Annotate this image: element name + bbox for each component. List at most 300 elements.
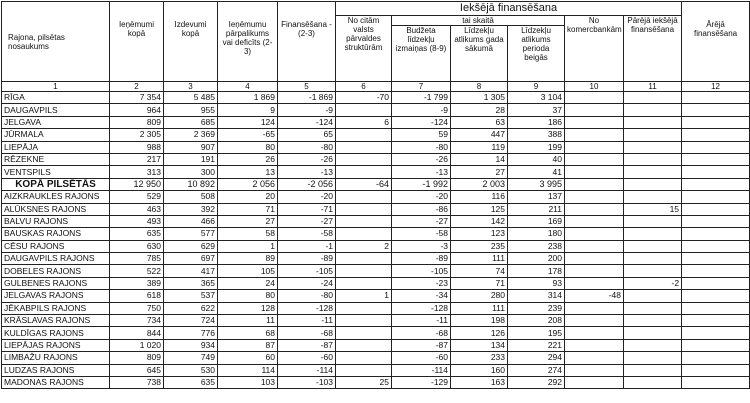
table-cell: 809 <box>110 116 164 128</box>
table-cell: 3 995 <box>508 178 565 190</box>
table-cell: -128 <box>278 302 336 314</box>
table-cell: -105 <box>278 265 336 277</box>
table-cell: -124 <box>278 116 336 128</box>
table-row <box>2 265 750 277</box>
table-cell: 198 <box>451 315 508 327</box>
table-cell <box>336 129 392 141</box>
table-cell: 907 <box>164 141 218 153</box>
table-cell <box>682 116 750 128</box>
table-cell: -26 <box>392 153 451 165</box>
table-cell <box>624 315 682 327</box>
table-cell: 65 <box>278 129 336 141</box>
table-cell: 13 <box>218 166 278 178</box>
table-cell: 123 <box>451 228 508 240</box>
table-cell <box>565 116 624 128</box>
column-number: 7 <box>392 82 451 92</box>
table-cell <box>336 203 392 215</box>
table-row <box>2 277 750 289</box>
table-cell: 134 <box>451 339 508 351</box>
table-cell: 71 <box>218 203 278 215</box>
table-cell: -60 <box>392 352 451 364</box>
table-cell: -64 <box>336 178 392 190</box>
table-cell: 389 <box>110 277 164 289</box>
table-cell: -20 <box>392 191 451 203</box>
table-cell <box>336 104 392 116</box>
table-cell: 68 <box>218 327 278 339</box>
table-cell: -70 <box>336 92 392 104</box>
table-cell: 142 <box>451 215 508 227</box>
table-cell: -27 <box>278 215 336 227</box>
table-cell: 292 <box>508 376 565 388</box>
table-row <box>2 141 750 153</box>
row-name: DOBELES RAJONS <box>2 265 110 277</box>
table-cell: 60 <box>218 352 278 364</box>
table-cell: 74 <box>451 265 508 277</box>
header-other-internal: Pārējā iekšējā finansēšana <box>624 16 682 82</box>
table-row <box>2 215 750 227</box>
row-name: JELGAVA <box>2 116 110 128</box>
table-cell: 2 003 <box>451 178 508 190</box>
table-cell <box>682 265 750 277</box>
table-cell: 80 <box>218 290 278 302</box>
header-revenue: Ieņēmumi kopā <box>110 2 164 82</box>
table-cell: 59 <box>392 129 451 141</box>
table-cell: -11 <box>392 315 451 327</box>
table-cell <box>682 290 750 302</box>
column-number: 1 <box>2 82 110 92</box>
table-cell: 300 <box>164 166 218 178</box>
table-cell: -87 <box>278 339 336 351</box>
table-cell: 37 <box>508 104 565 116</box>
table-cell <box>682 277 750 289</box>
table-cell <box>565 302 624 314</box>
table-cell: 622 <box>164 302 218 314</box>
table-cell <box>624 364 682 376</box>
header-budget-change: Budžeta līdzekļu izmaiņas (8-9) <box>392 26 451 82</box>
table-cell: 27 <box>218 215 278 227</box>
table-cell: 365 <box>164 277 218 289</box>
table-cell <box>565 104 624 116</box>
table-cell <box>565 240 624 252</box>
table-cell: -26 <box>278 153 336 165</box>
row-name: VENTSPILS <box>2 166 110 178</box>
table-cell: 522 <box>110 265 164 277</box>
table-cell: 105 <box>218 265 278 277</box>
header-surplus: Ieņēmumu pārpalikums vai deficīts (2-3) <box>218 2 278 82</box>
table-cell: 41 <box>508 166 565 178</box>
row-name: KRĀSLAVAS RAJONS <box>2 315 110 327</box>
table-cell <box>565 92 624 104</box>
row-name: JŪRMALA <box>2 129 110 141</box>
table-row <box>2 290 750 302</box>
table-cell: 119 <box>451 141 508 153</box>
table-cell: 3 104 <box>508 92 565 104</box>
table-cell: 1 305 <box>451 92 508 104</box>
table-cell: 844 <box>110 327 164 339</box>
table-cell: 388 <box>508 129 565 141</box>
table-cell: 776 <box>164 327 218 339</box>
table-cell <box>682 166 750 178</box>
table-cell <box>565 129 624 141</box>
table-cell: -65 <box>218 129 278 141</box>
table-cell: 235 <box>451 240 508 252</box>
table-cell: -89 <box>278 253 336 265</box>
budget-table <box>1 1 750 389</box>
table-cell <box>336 141 392 153</box>
table-cell: -80 <box>392 141 451 153</box>
table-cell <box>565 327 624 339</box>
table-cell <box>336 302 392 314</box>
column-number: 12 <box>682 82 750 92</box>
table-cell <box>565 141 624 153</box>
table-cell: 199 <box>508 141 565 153</box>
table-cell <box>682 302 750 314</box>
table-cell: -1 992 <box>392 178 451 190</box>
table-cell <box>624 352 682 364</box>
table-body <box>2 92 750 389</box>
table-row <box>2 327 750 339</box>
table-cell: 630 <box>110 240 164 252</box>
table-cell: 80 <box>218 141 278 153</box>
table-cell <box>624 153 682 165</box>
table-cell: -1 869 <box>278 92 336 104</box>
table-cell: -68 <box>278 327 336 339</box>
table-cell: 116 <box>451 191 508 203</box>
table-row <box>2 203 750 215</box>
table-cell: -3 <box>392 240 451 252</box>
row-name: JĒKABPILS RAJONS <box>2 302 110 314</box>
table-row <box>2 153 750 165</box>
table-cell: 14 <box>451 153 508 165</box>
table-cell: -58 <box>278 228 336 240</box>
table-cell: 63 <box>451 116 508 128</box>
header-other-structures: No citām valsts pārvaldes struktūrām <box>336 16 392 82</box>
table-cell <box>682 376 750 388</box>
table-cell: -48 <box>565 290 624 302</box>
table-cell: 274 <box>508 364 565 376</box>
table-cell: -1 <box>278 240 336 252</box>
table-cell <box>624 141 682 153</box>
row-name: JELGAVAS RAJONS <box>2 290 110 302</box>
row-name: GULBENES RAJONS <box>2 277 110 289</box>
table-cell: 629 <box>164 240 218 252</box>
table-cell: -80 <box>278 290 336 302</box>
table-cell: 697 <box>164 253 218 265</box>
table-cell <box>682 191 750 203</box>
table-cell <box>565 339 624 351</box>
table-cell: 71 <box>451 277 508 289</box>
row-name: DAUGAVPILS RAJONS <box>2 253 110 265</box>
table-cell: 530 <box>164 364 218 376</box>
table-cell: 7 354 <box>110 92 164 104</box>
table-cell: 1 020 <box>110 339 164 351</box>
row-name: LIEPĀJAS RAJONS <box>2 339 110 351</box>
table-row <box>2 116 750 128</box>
table-cell <box>682 92 750 104</box>
table-cell: -103 <box>278 376 336 388</box>
header-balance-start: Līdzekļu atlikums gada sākumā <box>451 26 508 82</box>
table-cell: 25 <box>336 376 392 388</box>
table-cell <box>565 178 624 190</box>
table-cell: 417 <box>164 265 218 277</box>
table-cell <box>565 191 624 203</box>
header-commercial-banks: No komercbankām <box>565 16 624 82</box>
table-cell <box>565 265 624 277</box>
table-cell: 221 <box>508 339 565 351</box>
table-cell: 20 <box>218 191 278 203</box>
table-cell <box>565 166 624 178</box>
table-cell: -114 <box>278 364 336 376</box>
table-row <box>2 240 750 252</box>
column-number: 2 <box>110 82 164 92</box>
table-cell <box>336 191 392 203</box>
table-cell <box>682 253 750 265</box>
row-name: LIMBAŽU RAJONS <box>2 352 110 364</box>
table-cell: -9 <box>278 104 336 116</box>
table-cell: 111 <box>451 253 508 265</box>
table-cell <box>624 253 682 265</box>
table-cell <box>682 228 750 240</box>
table-cell: 724 <box>164 315 218 327</box>
table-cell <box>624 92 682 104</box>
table-cell <box>565 153 624 165</box>
table-cell: -105 <box>392 265 451 277</box>
table-cell <box>565 277 624 289</box>
header-external: Ārējā finansēšana <box>682 2 750 82</box>
table-cell <box>682 352 750 364</box>
table-cell: 749 <box>164 352 218 364</box>
table-cell: -20 <box>278 191 336 203</box>
table-cell <box>336 352 392 364</box>
table-cell: 239 <box>508 302 565 314</box>
table-cell: -27 <box>392 215 451 227</box>
table-row <box>2 166 750 178</box>
table-row <box>2 339 750 351</box>
row-name: DAUGAVPILS <box>2 104 110 116</box>
table-cell <box>624 265 682 277</box>
table-cell <box>565 253 624 265</box>
table-cell: 6 <box>336 116 392 128</box>
table-cell: 635 <box>110 228 164 240</box>
table-cell <box>682 129 750 141</box>
table-cell: 635 <box>164 376 218 388</box>
table-cell <box>624 240 682 252</box>
table-cell: 114 <box>218 364 278 376</box>
table-cell: -2 <box>624 277 682 289</box>
table-cell: 750 <box>110 302 164 314</box>
table-cell <box>682 339 750 351</box>
table-cell <box>336 339 392 351</box>
row-name: CĒSU RAJONS <box>2 240 110 252</box>
table-row <box>2 302 750 314</box>
table-cell <box>624 191 682 203</box>
table-cell: 200 <box>508 253 565 265</box>
table-cell <box>565 364 624 376</box>
table-cell <box>624 376 682 388</box>
table-cell <box>682 327 750 339</box>
table-cell: 186 <box>508 116 565 128</box>
table-cell <box>624 116 682 128</box>
table-cell <box>682 364 750 376</box>
table-cell <box>624 228 682 240</box>
table-cell: -129 <box>392 376 451 388</box>
column-number: 3 <box>164 82 218 92</box>
table-cell: -2 056 <box>278 178 336 190</box>
table-cell: 645 <box>110 364 164 376</box>
table-cell <box>682 240 750 252</box>
table-cell: 392 <box>164 203 218 215</box>
table-cell: 211 <box>508 203 565 215</box>
table-cell: 2 056 <box>218 178 278 190</box>
table-cell: 738 <box>110 376 164 388</box>
row-name: RĒZEKNE <box>2 153 110 165</box>
table-cell <box>336 327 392 339</box>
table-cell <box>624 290 682 302</box>
table-cell: 124 <box>218 116 278 128</box>
table-cell: -9 <box>392 104 451 116</box>
table-cell <box>336 166 392 178</box>
table-cell: 785 <box>110 253 164 265</box>
table-cell: 40 <box>508 153 565 165</box>
table-cell: 809 <box>110 352 164 364</box>
table-row <box>2 376 750 388</box>
table-cell: 618 <box>110 290 164 302</box>
table-cell <box>682 178 750 190</box>
table-cell: -87 <box>392 339 451 351</box>
table-cell: -24 <box>278 277 336 289</box>
table-header <box>2 2 750 92</box>
table-cell <box>682 215 750 227</box>
table-cell: 103 <box>218 376 278 388</box>
group-title: Iekšējā finansēšana <box>336 2 682 16</box>
table-cell: 89 <box>218 253 278 265</box>
table-cell: 195 <box>508 327 565 339</box>
table-cell <box>682 104 750 116</box>
table-cell: -58 <box>392 228 451 240</box>
table-cell <box>565 228 624 240</box>
table-cell: 24 <box>218 277 278 289</box>
table-row <box>2 104 750 116</box>
table-cell: 294 <box>508 352 565 364</box>
table-cell <box>682 315 750 327</box>
table-cell: 577 <box>164 228 218 240</box>
table-cell <box>624 215 682 227</box>
table-cell: 58 <box>218 228 278 240</box>
table-cell: 87 <box>218 339 278 351</box>
table-cell: 493 <box>110 215 164 227</box>
table-cell: -68 <box>392 327 451 339</box>
table-row <box>2 352 750 364</box>
table-cell: 313 <box>110 166 164 178</box>
row-name: KULDĪGAS RAJONS <box>2 327 110 339</box>
table-cell <box>624 327 682 339</box>
table-cell: 466 <box>164 215 218 227</box>
table-cell: 2 305 <box>110 129 164 141</box>
header-balance-end: Līdzekļu atlikums perioda beigās <box>508 26 565 82</box>
table-cell: -60 <box>278 352 336 364</box>
table-row <box>2 228 750 240</box>
table-cell <box>682 153 750 165</box>
table-cell: -13 <box>392 166 451 178</box>
table-cell: -114 <box>392 364 451 376</box>
table-cell: 160 <box>451 364 508 376</box>
table-cell: 26 <box>218 153 278 165</box>
column-number: 5 <box>278 82 336 92</box>
table-cell <box>565 203 624 215</box>
table-cell: 11 <box>218 315 278 327</box>
table-cell: 137 <box>508 191 565 203</box>
table-cell: 314 <box>508 290 565 302</box>
table-row <box>2 129 750 141</box>
table-cell: -23 <box>392 277 451 289</box>
table-cell: 233 <box>451 352 508 364</box>
table-cell: 180 <box>508 228 565 240</box>
table-cell: 9 <box>218 104 278 116</box>
table-cell: 163 <box>451 376 508 388</box>
row-name: ALŪKSNES RAJONS <box>2 203 110 215</box>
table-cell: 2 369 <box>164 129 218 141</box>
table-cell: 128 <box>218 302 278 314</box>
table-cell: 1 869 <box>218 92 278 104</box>
table-cell: 238 <box>508 240 565 252</box>
table-cell <box>624 104 682 116</box>
table-cell: 10 892 <box>164 178 218 190</box>
table-cell: 280 <box>451 290 508 302</box>
table-cell: -13 <box>278 166 336 178</box>
table-row <box>2 364 750 376</box>
table-cell: 988 <box>110 141 164 153</box>
table-cell <box>624 178 682 190</box>
table-cell <box>336 153 392 165</box>
table-cell: 191 <box>164 153 218 165</box>
table-cell: -11 <box>278 315 336 327</box>
table-cell <box>565 376 624 388</box>
table-cell <box>336 265 392 277</box>
column-number: 9 <box>508 82 565 92</box>
subgroup-title: tai skaitā <box>392 16 565 26</box>
column-number: 6 <box>336 82 392 92</box>
table-cell <box>565 352 624 364</box>
table-cell <box>336 364 392 376</box>
table-cell: 28 <box>451 104 508 116</box>
table-cell: 217 <box>110 153 164 165</box>
table-cell: 964 <box>110 104 164 116</box>
table-cell: -128 <box>392 302 451 314</box>
table-cell: -86 <box>392 203 451 215</box>
table-cell: 734 <box>110 315 164 327</box>
table-cell <box>336 277 392 289</box>
table-cell <box>336 315 392 327</box>
row-name: LIEPĀJA <box>2 141 110 153</box>
table-cell: 955 <box>164 104 218 116</box>
table-cell <box>624 339 682 351</box>
row-name: LUDZAS RAJONS <box>2 364 110 376</box>
table-cell: 27 <box>451 166 508 178</box>
table-cell <box>624 129 682 141</box>
table-cell: 685 <box>164 116 218 128</box>
table-cell <box>336 228 392 240</box>
table-cell: 537 <box>164 290 218 302</box>
table-cell: 93 <box>508 277 565 289</box>
table-cell <box>682 141 750 153</box>
row-name: KOPĀ PILSĒTĀS <box>2 178 110 190</box>
table-cell <box>682 203 750 215</box>
table-row <box>2 253 750 265</box>
row-name: BAUSKAS RAJONS <box>2 228 110 240</box>
table-cell: 178 <box>508 265 565 277</box>
header-name: Rajona, pilsētas nosaukums <box>2 2 110 82</box>
table-cell <box>336 253 392 265</box>
